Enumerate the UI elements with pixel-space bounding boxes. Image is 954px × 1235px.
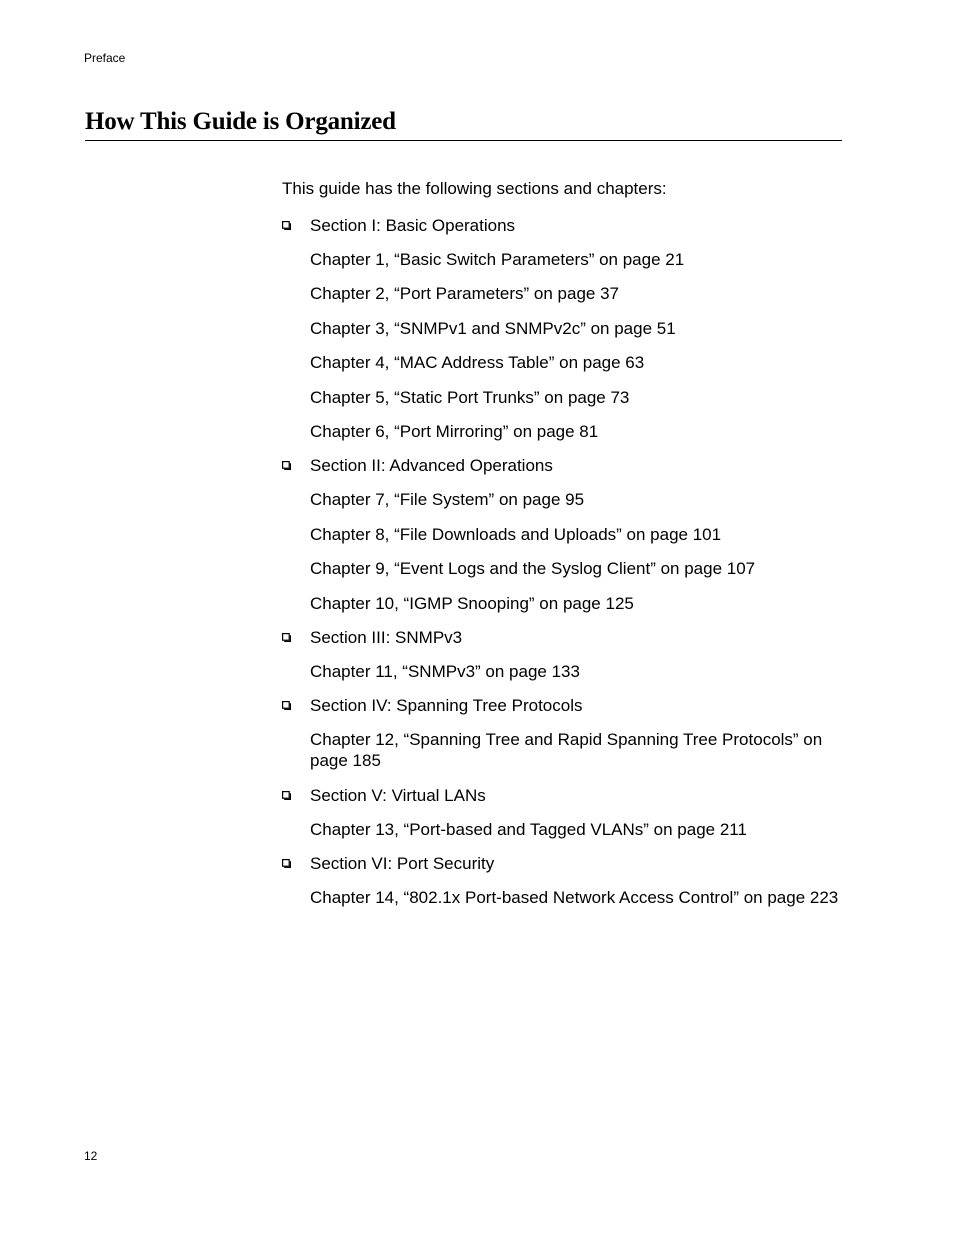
section-title: Section VI: Port Security: [310, 854, 495, 874]
box-bullet-icon: [282, 701, 291, 710]
chapter-item: Chapter 14, “802.1x Port-based Network Access Control” on page 223: [310, 888, 839, 908]
section-title: Section III: SNMPv3: [310, 627, 463, 647]
box-bullet-icon: [282, 221, 291, 230]
section-item: [282, 785, 852, 806]
chapter-item: Chapter 6, “Port Mirroring” on page 81: [310, 421, 599, 441]
running-header: Preface: [84, 51, 126, 65]
chapter-item: Chapter 10, “IGMP Snooping” on page 125: [310, 593, 634, 613]
box-bullet-icon: [282, 791, 291, 800]
chapter-item: Chapter 9, “Event Logs and the Syslog Client” on page 107: [310, 559, 756, 579]
section-item: [282, 455, 852, 476]
chapter-item: Chapter 2, “Port Parameters” on page 37: [310, 284, 619, 304]
page-title: How This Guide is Organized: [85, 108, 396, 135]
intro-text: This guide has the following sections and chapters:: [282, 179, 667, 198]
section-item: [282, 627, 852, 648]
heading-rule: [85, 140, 842, 141]
box-bullet-icon: [282, 859, 291, 868]
section-item: [282, 215, 852, 236]
page-number: 12: [84, 1149, 98, 1163]
section-title: Section IV: Spanning Tree Protocols: [310, 696, 583, 716]
guide-organization-body: [282, 178, 852, 921]
box-bullet-icon: [282, 633, 291, 642]
chapter-item: Chapter 7, “File System” on page 95: [310, 490, 585, 510]
chapter-item: Chapter 11, “SNMPv3” on page 133: [310, 661, 580, 681]
section-title: Section II: Advanced Operations: [310, 456, 553, 476]
chapter-item: Chapter 13, “Port-based and Tagged VLANs” on page 211: [310, 819, 747, 839]
chapter-item: Chapter 12, “Spanning Tree and Rapid Spanning Tree Protocols” on page 185: [310, 730, 823, 771]
section-title: Section I: Basic Operations: [310, 216, 516, 235]
chapter-item: Chapter 4, “MAC Address Table” on page 63: [310, 353, 645, 373]
chapter-item: Chapter 3, “SNMPv1 and SNMPv2c” on page 51: [310, 318, 676, 338]
chapter-item: Chapter 8, “File Downloads and Uploads” on page 101: [310, 524, 722, 544]
chapter-item: Chapter 5, “Static Port Trunks” on page 73: [310, 387, 630, 407]
section-item: [282, 853, 852, 874]
chapter-item: Chapter 1, “Basic Switch Parameters” on page 21: [310, 250, 685, 269]
box-bullet-icon: [282, 461, 291, 470]
section-title: Section V: Virtual LANs: [310, 785, 486, 805]
section-item: [282, 695, 852, 716]
